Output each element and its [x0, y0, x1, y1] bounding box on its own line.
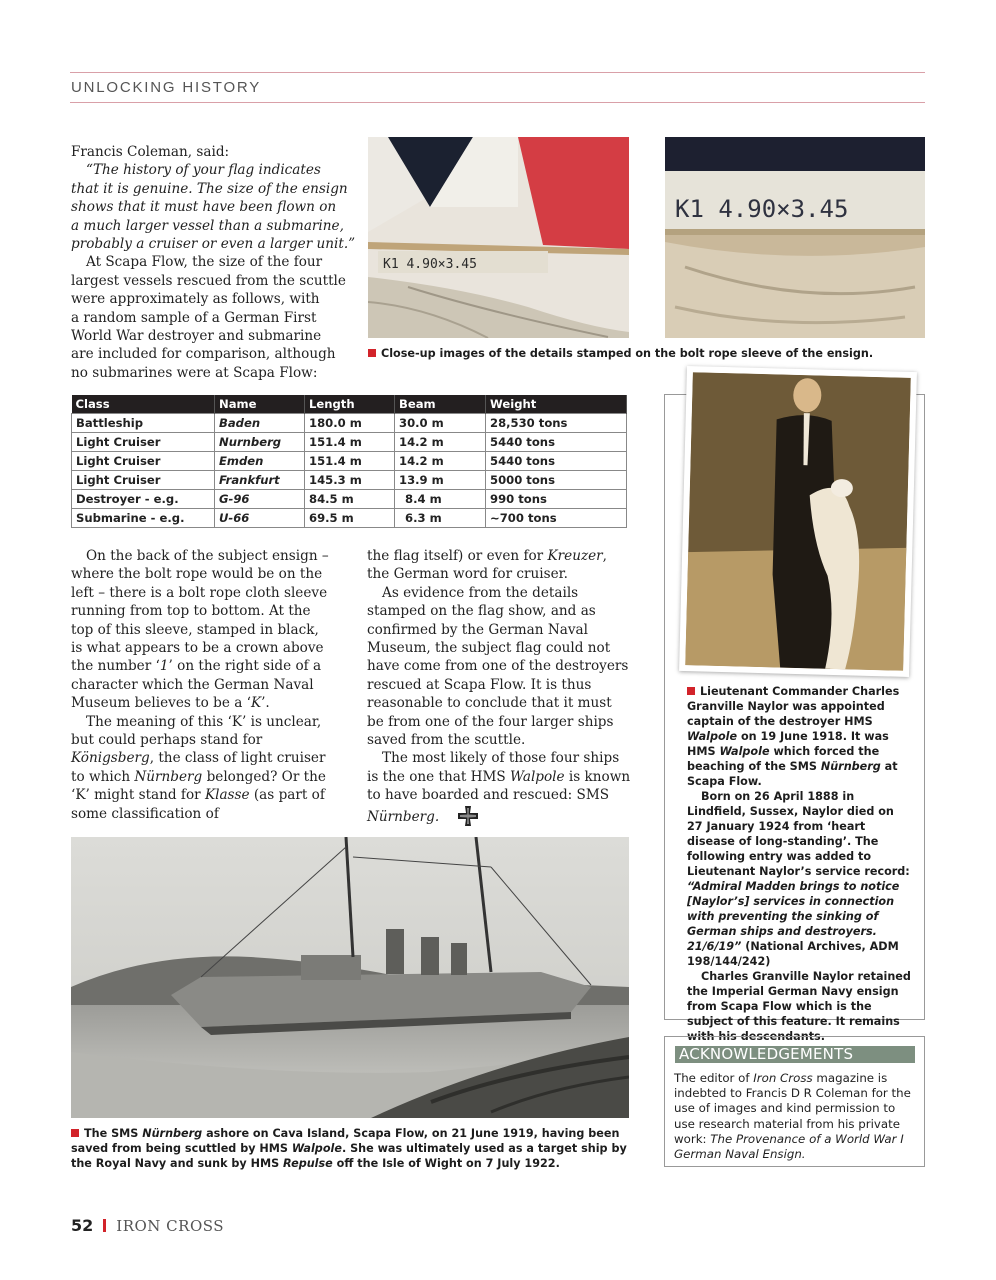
- text-run: Kreuzer: [547, 548, 603, 564]
- svg-text:K1 4.90×3.45: K1 4.90×3.45: [383, 257, 477, 272]
- text-run: Walpole: [510, 768, 565, 785]
- quote-line: that it is genuine. The size of the ensign: [71, 180, 348, 197]
- paragraph: [367, 547, 632, 584]
- text-run: Repulse: [283, 1157, 333, 1170]
- paragraph: Charles Granville Naylor retained the Imperial German Navy ensign from Scapa Flow which is the subject of this feature. It remains with his descendants.: [687, 970, 911, 1043]
- text-run: Nürnberg: [134, 768, 203, 785]
- table-cell: 28,530 tons: [486, 413, 627, 432]
- flag-closeup-photo-2: [665, 137, 925, 338]
- table-cell: 151.4 m: [305, 432, 395, 451]
- intro-line: are included for comparison, although: [71, 346, 336, 363]
- table-row: [72, 489, 627, 508]
- table-cell: 14.2 m: [395, 432, 486, 451]
- text-run: on 19 June 1918. It was HMS: [687, 730, 889, 758]
- column-header: Beam: [395, 395, 486, 413]
- intro-line: no submarines were at Scapa Flow:: [71, 364, 318, 381]
- paragraph: [687, 684, 913, 789]
- table-cell: Submarine - e.g.: [72, 508, 215, 527]
- ship-caption: [71, 1126, 631, 1171]
- table-cell: Light Cruiser: [72, 470, 215, 489]
- table-cell: Nurnberg: [215, 432, 305, 451]
- footer-divider: [103, 1219, 106, 1232]
- text-run: , the class of light cruiser to which: [71, 750, 326, 785]
- column-header: Weight: [486, 395, 627, 413]
- paragraph: [71, 547, 334, 713]
- text-run: Walpole: [719, 745, 770, 758]
- text-run: The editor of: [674, 1071, 754, 1085]
- table-cell: Battleship: [72, 413, 215, 432]
- paragraph: [687, 789, 913, 969]
- column-1-text: [71, 547, 334, 823]
- text-run: , the German word for cruiser.: [367, 548, 607, 583]
- text-run: off the Isle of Wight on 7 July 1922.: [332, 1157, 560, 1170]
- quote-line: probably a cruiser or even a larger unit.”: [71, 236, 356, 253]
- table-cell: 5000 tons: [486, 470, 627, 489]
- caption-marker: [368, 349, 376, 357]
- quote-line: a much larger vessel than a submarine,: [71, 217, 344, 234]
- svg-text:K1 4.90×3.45: K1 4.90×3.45: [675, 195, 849, 223]
- table-cell: Light Cruiser: [72, 451, 215, 470]
- column-header: Length: [305, 395, 395, 413]
- text-run: Born on 26 April 1888 in Lindfield, Sussex, Naylor died on 27 January 1924 from ‘heart disease of long-standing’. The following entry was added to Lieutenant Naylor’s service record:: [687, 790, 910, 878]
- paragraph: [71, 713, 334, 823]
- magazine-name: IRON CROSS: [116, 1217, 225, 1235]
- text-run: ’ on the right side of a character which the German Naval Museum believes to be a ‘: [71, 658, 322, 712]
- acknowledgements-heading: ACKNOWLEDGEMENTS: [675, 1046, 915, 1063]
- table-cell: G-96: [215, 489, 305, 508]
- text-run: The meaning of this ‘K’ is unclear, but could perhaps stand for: [71, 713, 322, 749]
- text-run: at Scapa Flow.: [687, 760, 898, 788]
- text-run: magazine is indebted to Francis D R Coleman for the use of images and kind permission to use research material from his private work:: [674, 1071, 911, 1146]
- caption-marker: [687, 687, 695, 695]
- table-cell: Light Cruiser: [72, 432, 215, 451]
- text-run: (as part of some classification of: [71, 787, 325, 822]
- quote-line: shows that it must have been flown on: [71, 199, 337, 216]
- text-run: The most likely of those four ships is the one that HMS: [367, 750, 620, 785]
- table-cell: 990 tons: [486, 489, 627, 508]
- table-cell: 30.0 m: [395, 413, 486, 432]
- table-row: [72, 508, 627, 527]
- text-run: Lieutenant Commander Charles Granville Naylor was appointed captain of the destroyer HMS: [687, 685, 900, 728]
- table-cell: 69.5 m: [305, 508, 395, 527]
- intro-line: World War destroyer and submarine: [71, 328, 322, 345]
- table-row: [72, 451, 627, 470]
- section-title: UNLOCKING HISTORY: [71, 79, 262, 96]
- table-cell: Baden: [215, 413, 305, 432]
- iron-cross-icon: [442, 805, 479, 832]
- table-cell: U-66: [215, 508, 305, 527]
- table-cell: 8.4 m: [395, 489, 486, 508]
- text-run: ’.: [261, 695, 270, 712]
- text-run: Walpole: [687, 730, 738, 743]
- text-run: the flag itself) or even for: [367, 548, 548, 564]
- intro-line: were approximately as follows, with: [71, 291, 320, 308]
- ship-comparison-table: [71, 395, 627, 528]
- intro-line: Francis Coleman, said:: [71, 144, 230, 160]
- text-run: which forced the beaching of the SMS: [687, 745, 880, 773]
- text-run: The SMS: [84, 1127, 143, 1140]
- table-cell: 5440 tons: [486, 451, 627, 470]
- table-cell: 5440 tons: [486, 432, 627, 451]
- text-run: ashore on Cava Island, Scapa Flow, on 21 June 1919, having been saved from being scuttled by HMS: [71, 1127, 620, 1155]
- column-header: Class: [72, 395, 215, 413]
- text-run: is known to have boarded and rescued: SMS: [367, 768, 631, 804]
- table-cell: 14.2 m: [395, 451, 486, 470]
- column-2-text: [367, 547, 632, 832]
- text-run: Iron Cross: [753, 1071, 813, 1085]
- text-run: Nürnberg.: [367, 808, 440, 825]
- table-cell: ~700 tons: [486, 508, 627, 527]
- text-run: K: [250, 695, 262, 712]
- table-row: [72, 413, 627, 432]
- table-row: [72, 432, 627, 451]
- intro-line: a random sample of a German First: [71, 309, 317, 326]
- intro-text: [71, 143, 356, 382]
- header-underline: [70, 102, 925, 103]
- text-run: Nürnberg: [820, 760, 881, 773]
- paragraph: As evidence from the details stamped on the flag show, and as confirmed by the German Naval Museum, the subject flag could not have come from one of the destroyers rescued at Scapa Flow. It is thus reasonable to conclude that it must be from one of the four larger ships saved from the scuttle.: [367, 584, 629, 749]
- text-run: “Admiral Madden brings to notice [Naylor’s] services in connection with preventing the sinking of German ships and destroyers. 21/6/19”: [687, 880, 900, 953]
- text-run: Klasse: [204, 787, 250, 804]
- caption-marker: [71, 1129, 79, 1137]
- table-cell: 84.5 m: [305, 489, 395, 508]
- text-run: Walpole: [291, 1142, 342, 1155]
- table-header-row: [72, 395, 627, 413]
- naylor-portrait-photo: [679, 366, 917, 677]
- text-run: 1: [159, 658, 169, 675]
- quote-line: “The history of your flag indicates: [86, 162, 321, 179]
- table-cell: 151.4 m: [305, 451, 395, 470]
- text-run: The Provenance of a World War I German Naval Ensign.: [674, 1131, 904, 1162]
- acknowledgements-text: [674, 1071, 919, 1162]
- table-cell: Frankfurt: [215, 470, 305, 489]
- column-header: Name: [215, 395, 305, 413]
- naylor-sidebar-text: [687, 684, 913, 1044]
- table-row: [72, 470, 627, 489]
- flag-closeup-photo-1: [368, 137, 629, 338]
- text-run: On the back of the subject ensign – where the bolt rope would be on the left – there is a bolt rope cloth sleeve running from top to bottom. At the top of this sleeve, stamped in black, is what appears to be a crown above the number ‘: [71, 548, 329, 675]
- sms-nurnberg-photo: [71, 837, 629, 1118]
- intro-line: At Scapa Flow, the size of the four: [86, 254, 323, 271]
- paragraph: [367, 749, 632, 832]
- top-rule: [70, 72, 925, 73]
- table-cell: Destroyer - e.g.: [72, 489, 215, 508]
- table-cell: 6.3 m: [395, 508, 486, 527]
- text-run: Königsberg: [71, 750, 150, 767]
- table-cell: Emden: [215, 451, 305, 470]
- page-footer: [71, 1216, 224, 1235]
- page-number: 52: [71, 1216, 94, 1235]
- text-run: Nürnberg: [142, 1127, 203, 1140]
- table-cell: 145.3 m: [305, 470, 395, 489]
- text-run: belonged? Or the ‘K’ might stand for: [71, 768, 326, 804]
- text-run: . She was ultimately used as a target ship by the Royal Navy and sunk by HMS: [71, 1142, 627, 1170]
- text-run: (National Archives, ADM 198/144/242): [687, 940, 899, 968]
- table-cell: 180.0 m: [305, 413, 395, 432]
- closeup-caption: [368, 346, 928, 361]
- intro-line: largest vessels rescued from the scuttle: [71, 272, 346, 289]
- table-cell: 13.9 m: [395, 470, 486, 489]
- caption-text: Close-up images of the details stamped on the bolt rope sleeve of the ensign.: [381, 347, 874, 360]
